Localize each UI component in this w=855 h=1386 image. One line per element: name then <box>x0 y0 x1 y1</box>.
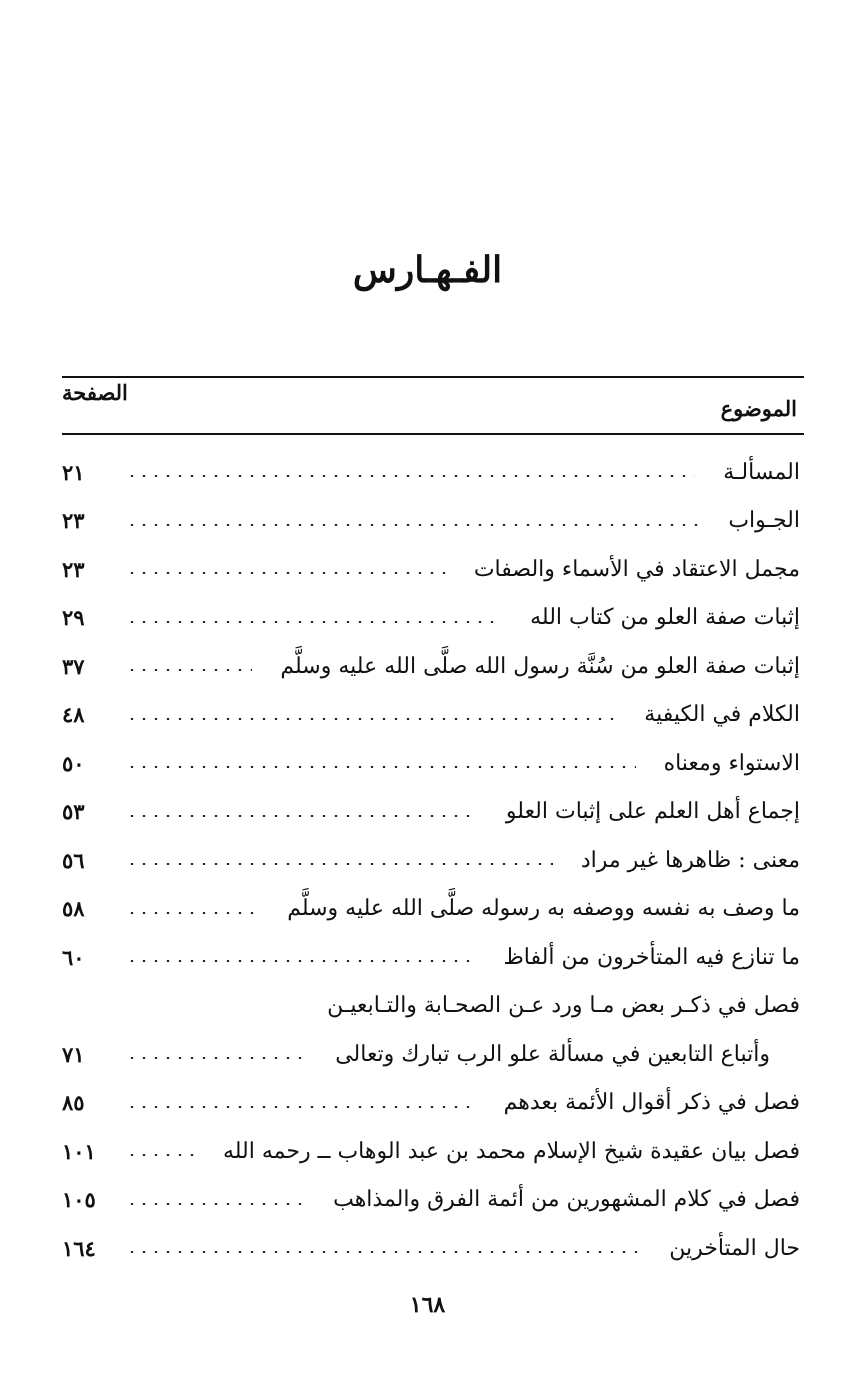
dot-leader <box>126 766 636 768</box>
dot-leader <box>126 815 478 817</box>
toc-entry[interactable] <box>62 1030 800 1079</box>
header-top-rule <box>62 376 804 378</box>
toc-entry[interactable] <box>62 545 800 594</box>
toc-entry-page: ٢٣ <box>62 508 85 534</box>
toc-entry-title: إثبات صفة العلو من سُنَّة رسول الله صلَّى الله عليه وسلَّم <box>280 653 800 679</box>
dot-leader <box>126 863 553 865</box>
toc-entry[interactable] <box>62 933 800 982</box>
dot-leader <box>126 1251 641 1253</box>
page-number: ١٦٨ <box>409 1292 446 1318</box>
toc-entry-title: الكلام في الكيفية <box>644 702 800 728</box>
toc-entry-page: ٦٠ <box>62 944 85 970</box>
dot-leader <box>126 1203 305 1205</box>
toc-entry[interactable] <box>62 1176 800 1225</box>
toc-entry-title: حال المتأخرين <box>669 1235 800 1261</box>
dot-leader <box>126 912 259 914</box>
toc-entry-title: فصل في ذكـر بعض مـا ورد عـن الصحـابة والتـابعيـن <box>327 993 800 1019</box>
page-title: الفـهـارس <box>352 249 503 291</box>
column-header-page: الصفحة <box>62 380 128 405</box>
toc-entry-page: ٨٥ <box>62 1090 85 1116</box>
toc-entry-title: وأتباع التابعين في مسألة علو الرب تبارك وتعالى <box>335 1041 770 1067</box>
toc-entry-title: إثبات صفة العلو من كتاب الله <box>530 605 800 631</box>
toc-entry[interactable] <box>62 642 800 691</box>
dot-leader <box>126 1106 476 1108</box>
header-bottom-rule <box>62 433 804 435</box>
dot-leader <box>126 718 616 720</box>
toc-entry[interactable] <box>62 885 800 934</box>
toc-entry-title: مجمل الاعتقاد في الأسماء والصفات <box>473 556 800 582</box>
toc-entry[interactable] <box>62 1224 800 1273</box>
toc-entry-page: ٣٧ <box>62 653 85 679</box>
dot-leader <box>126 1154 195 1156</box>
toc-entry-page: ١٦٤ <box>62 1235 96 1261</box>
toc-entry[interactable] <box>62 594 800 643</box>
toc-entry-page: ٥٦ <box>62 847 85 873</box>
toc-entry-page: ٢٣ <box>62 556 85 582</box>
toc-entry-title: فصل في كلام المشهورين من أئمة الفرق والمذاهب <box>333 1187 800 1213</box>
toc-entry[interactable] <box>62 1127 800 1176</box>
dot-leader <box>126 669 252 671</box>
toc-entry-page: ١٠٥ <box>62 1187 96 1213</box>
toc-entry[interactable] <box>62 1079 800 1128</box>
dot-leader <box>126 1057 307 1059</box>
toc-entry-continued-title[interactable] <box>62 982 800 1031</box>
toc-entry[interactable] <box>62 739 800 788</box>
toc-entry[interactable] <box>62 691 800 740</box>
toc-entry-page: ٢٩ <box>62 605 85 631</box>
toc-entry-title: ما وصف به نفسه ووصفه به رسوله صلَّى الله عليه وسلَّم <box>287 896 800 922</box>
toc-entry[interactable] <box>62 836 800 885</box>
dot-leader <box>126 524 700 526</box>
toc-entry-page: ٢١ <box>62 459 85 485</box>
toc-entry-title: الجـواب <box>728 508 800 534</box>
toc-entry[interactable] <box>62 497 800 546</box>
column-header-topic: الموضوع <box>720 396 797 421</box>
toc-entry-title: الاستواء ومعناه <box>663 750 800 776</box>
dot-leader <box>126 960 475 962</box>
toc-entry-title: فصل بيان عقيدة شيخ الإسلام محمد بن عبد الوهاب ــ رحمه الله <box>222 1138 800 1164</box>
dot-leader <box>126 475 695 477</box>
toc-entry-title: معنى : ظاهرها غير مراد <box>580 847 800 873</box>
dot-leader <box>126 572 446 574</box>
toc-entry-title: إجماع أهل العلم على إثبات العلو <box>505 799 800 825</box>
toc-entry-page: ٥٠ <box>62 750 85 776</box>
toc-entry-page: ٧١ <box>62 1041 85 1067</box>
toc-entry-title: المسألـة <box>723 459 800 485</box>
toc-entry-page: ٥٨ <box>62 896 85 922</box>
toc-entry-title: فصل في ذكر أقوال الأئمة بعدهم <box>503 1090 800 1116</box>
table-of-contents <box>62 448 800 1273</box>
toc-entry[interactable] <box>62 788 800 837</box>
dot-leader <box>126 621 502 623</box>
toc-entry-title: ما تنازع فيه المتأخرون من ألفاظ <box>503 944 800 970</box>
toc-entry[interactable] <box>62 448 800 497</box>
toc-entry-page: ١٠١ <box>62 1138 96 1164</box>
toc-entry-page: ٤٨ <box>62 702 85 728</box>
toc-entry-page: ٥٣ <box>62 799 85 825</box>
